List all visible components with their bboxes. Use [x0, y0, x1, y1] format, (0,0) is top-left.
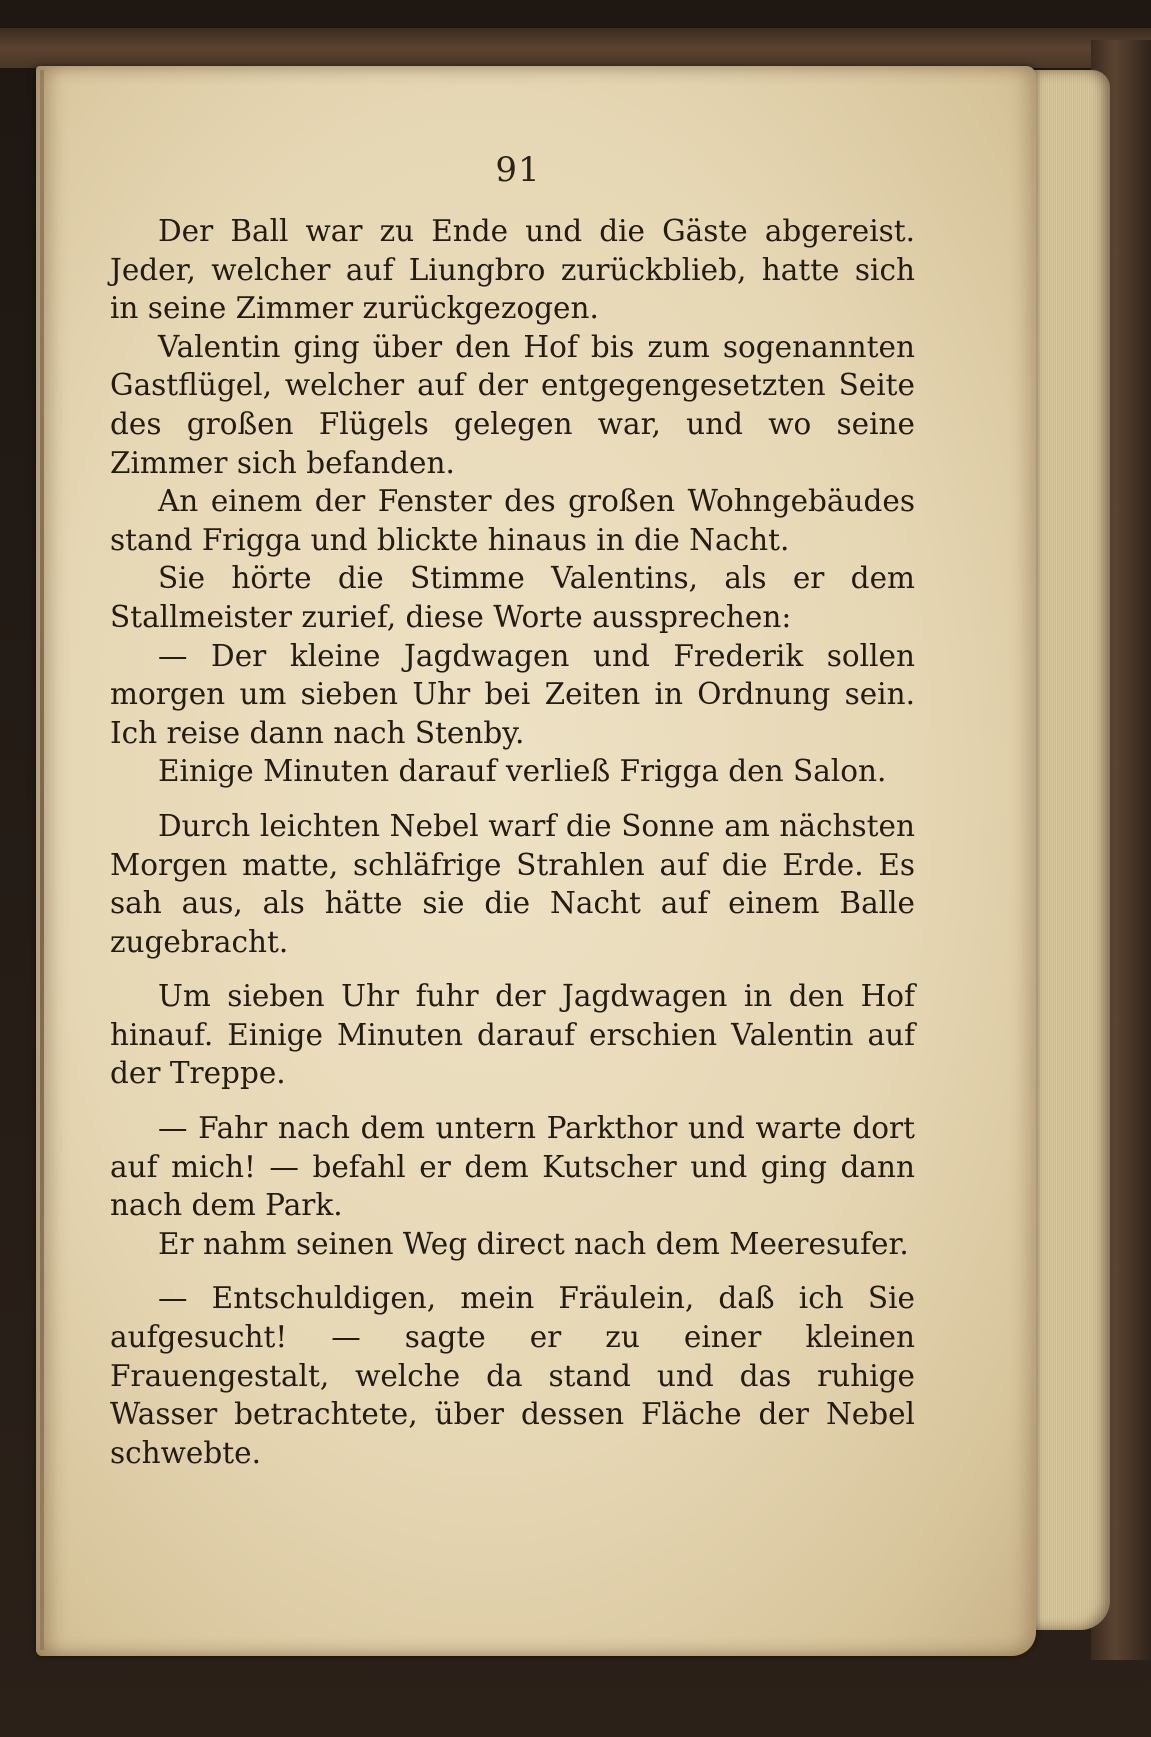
paragraph: — Der kleine Jagdwagen und Frederik sollen morgen um sieben Uhr bei Zeiten in Ordnung sein. Ich reise dann nach Stenby.: [110, 638, 915, 750]
book-cover-top-edge: [0, 28, 1151, 68]
paragraph: — Fahr nach dem untern Parkthor und warte dort auf mich! — befahl er dem Kutscher und ging dann nach dem Park.: [110, 1111, 915, 1223]
paragraph: Valentin ging über den Hof bis zum sogenannten Gastflügel, welcher auf der entgegengesetzten Seite des großen Flügels gelegen war, und wo seine Zimmer sich befanden.: [110, 329, 915, 480]
page-number: 91: [495, 150, 541, 190]
paragraph: Er nahm seinen Weg direct nach dem Meeresufer.: [158, 1226, 909, 1261]
page-text: [110, 212, 915, 1472]
paragraph: Um sieben Uhr fuhr der Jagdwagen in den Hof hinauf. Einige Minuten darauf erschien Valentin auf der Treppe.: [110, 979, 915, 1091]
paragraph: Der Ball war zu Ende und die Gäste abgereist. Jeder, welcher auf Liungbro zurückblieb, hatte sich in seine Zimmer zurückgezogen.: [110, 214, 915, 326]
paragraph: Einige Minuten darauf verließ Frigga den Salon.: [158, 754, 887, 789]
paragraph: An einem der Fenster des großen Wohngebäudes stand Frigga und blickte hinaus in die Nacht.: [110, 484, 915, 557]
paragraph: Durch leichten Nebel warf die Sonne am nächsten Morgen matte, schläfrige Strahlen auf die Erde. Es sah aus, als hätte sie die Nacht auf einem Balle zugebracht.: [110, 808, 915, 959]
gutter-shadow: [40, 70, 44, 1650]
paragraph: Sie hörte die Stimme Valentins, als er dem Stallmeister zurief, diese Worte aussprechen:: [110, 561, 915, 634]
paragraph: — Entschuldigen, mein Fräulein, daß ich Sie aufgesucht! — sagte er zu einer kleinen Frauengestalt, welche da stand und das ruhige Wasser betrachtete, über dessen Fläche der Nebel schwebte.: [110, 1281, 915, 1470]
